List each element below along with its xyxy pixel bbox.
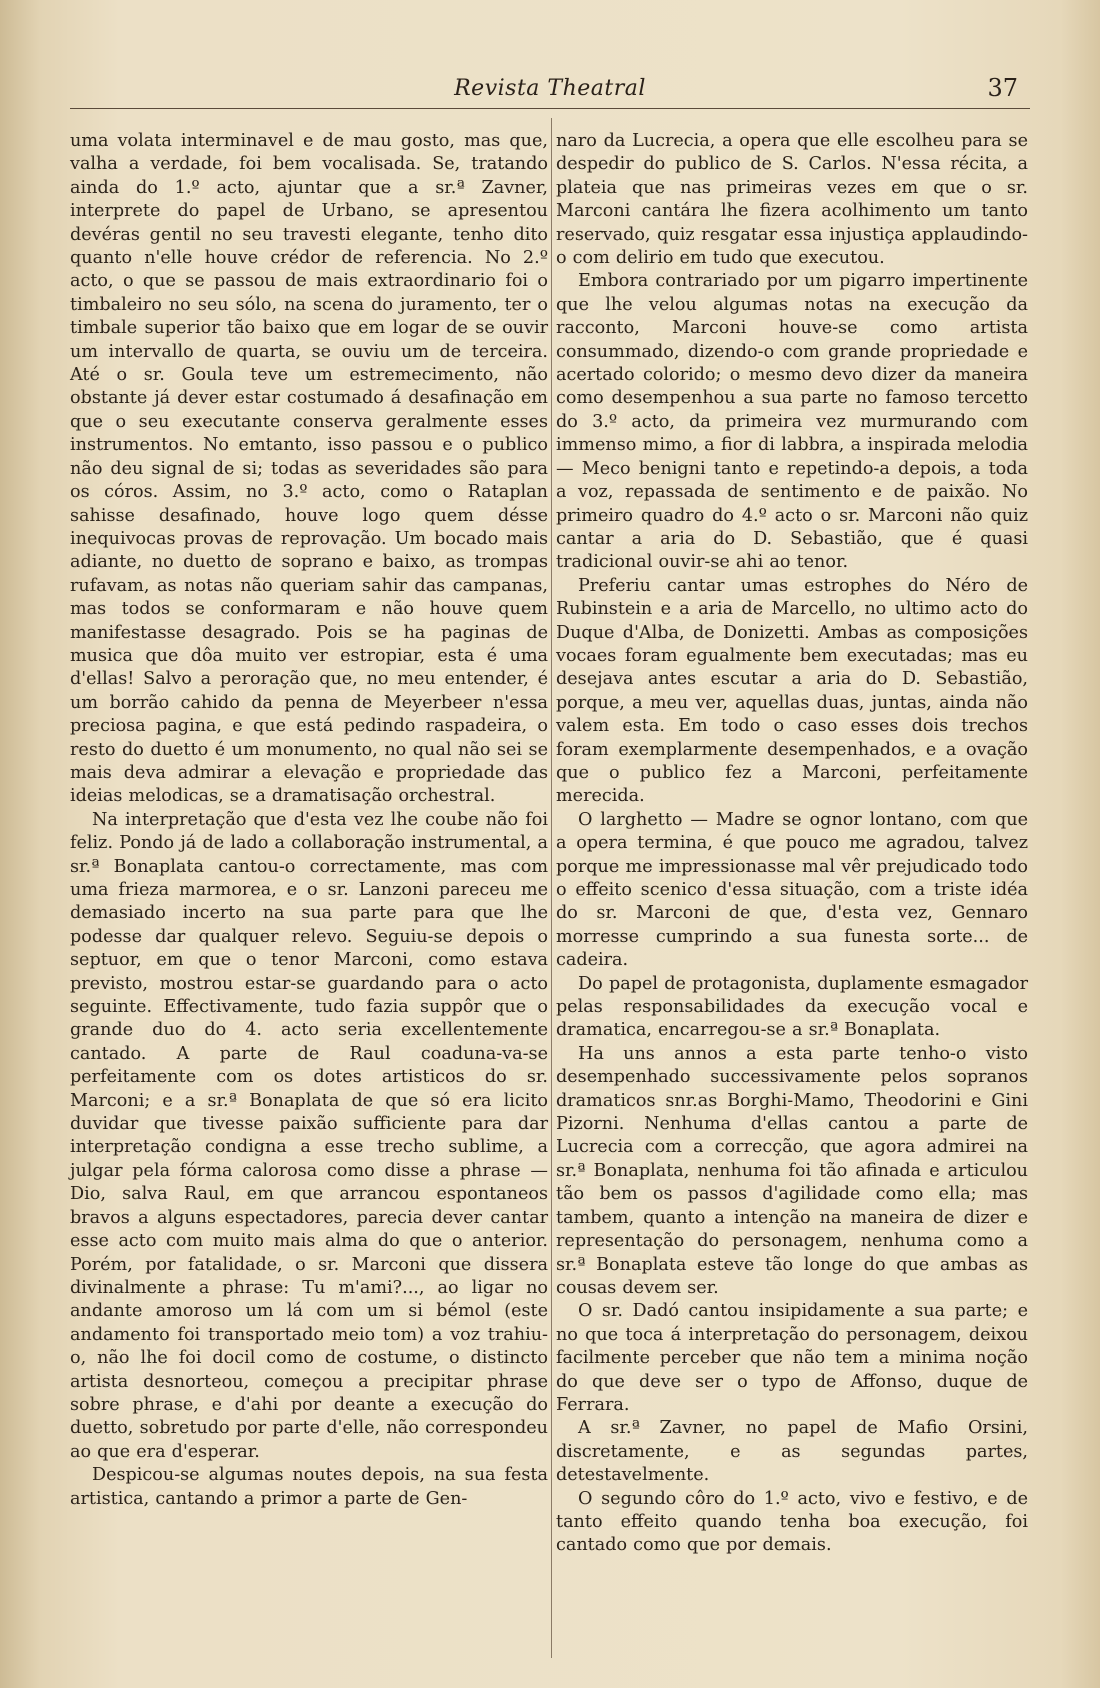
- paragraph: O sr. Dadó cantou insipidamente a sua parte; e no que toca á interpretação do personagem, deixou facilmente perceber que não tem a minima noção do que deve ser o typo de Affonso, duque de Ferrara.: [556, 1301, 1028, 1415]
- page-header: [70, 74, 1030, 109]
- running-title: Revista Theatral: [454, 76, 646, 101]
- paragraph: Ha uns annos a esta parte tenho-o visto desempenhado successivamente pelos sopranos dramaticos snr.as Borghi-Mamo, Theodorini e Gini Pizorni. Nenhuma d'ellas cantou a parte de Lucrecia com a correcção, que agora admirei na sr.ª Bonaplata, nenhuma foi tão afinada e articulou tão bem os passos d'agilidade como ella; mas tambem, quanto a intenção na maneira de dizer e representação do personagem, nenhuma como a sr.ª Bonaplata esteve tão longe do que ambas as cousas devem ser.: [556, 1043, 1028, 1298]
- paragraph: O segundo côro do 1.º acto, vivo e festivo, e de tanto effeito quando tenha boa execução, foi cantado como que por demais.: [556, 1488, 1028, 1556]
- right-column: [556, 130, 1028, 1558]
- paragraph: uma volata interminavel e de mau gosto, mas que, valha a verdade, foi bem vocalisada. Se, tratando ainda do 1.º acto, ajuntar que a sr.ª Zavner, interprete do papel de Urbano, se apresentou devéras gentil no seu travesti elegante, tenho dito quanto n'elle houve crédor de referencia. No 2.º acto, o que se passou de mais extraordinario foi o timbaleiro no seu sólo, na scena do juramento, ter o timbale superior tão baixo que em logar de se ouvir um intervallo de quarta, se ouviu um de terceira. Até o sr. Goula teve um estremecimento, não obstante já dever estar costumado á desafinação em que o seu executante conserva geralmente esses instrumentos. No emtanto, isso passou e o publico não deu signal de si; todas as severidades são para os córos. Assim, no 3.º acto, como o Rataplan sahisse desafinado, houve logo quem désse inequivocas provas de reprovação. Um bocado mais adiante, no duetto de soprano e baixo, as trompas rufavam, as notas não queriam sahir das campanas, mas todos se conformaram e não houve quem manifestasse desagrado. Pois se ha paginas de musica que dôa muito ver estropiar, esta é uma d'ellas! Salvo a peroração que, no meu entender, é um borrão cahido da penna de Meyerbeer n'essa preciosa pagina, e que está pedindo raspadeira, o resto do duetto é um monumento, no qual não sei se mais deva admirar a elevação e propriedade das ideias melodicas, se a dramatisação orchestral.: [70, 131, 548, 807]
- paragraph: naro da Lucrecia, a opera que elle escolheu para se despedir do publico de S. Carlos. N'essa récita, a plateia que nas primeiras vezes em que o sr. Marconi cantára lhe fizera acolhimento um tanto reservado, quiz resgatar essa injustiça applaudindo-o com delirio em tudo que executou.: [556, 131, 1028, 269]
- paragraph: Do papel de protagonista, duplamente esmagador pelas responsabilidades da execução vocal e dramatica, encarregou-se a sr.ª Bonaplata.: [556, 973, 1028, 1041]
- paragraph: Na interpretação que d'esta vez lhe coube não foi feliz. Pondo já de lado a collaboração instrumental, a sr.ª Bonaplata cantou-o correctamente, mas com uma frieza marmorea, e o sr. Lanzoni pareceu me demasiado incerto na sua parte para que lhe podesse dar qualquer relevo. Seguiu-se depois o septuor, em que o tenor Marconi, como estava previsto, mostrou estar-se guardando para o acto seguinte. Effectivamente, tudo fazia suppôr que o grande duo do 4. acto seria excellentemente cantado. A parte de Raul coaduna-va-se perfeitamente com os dotes artisticos do sr. Marconi; e a sr.ª Bonaplata de que só era licito duvidar que tivesse paixão sufficiente para dar interpretação condigna a esse trecho sublime, a julgar pela fórma calorosa como disse a phrase — Dio, salva Raul, em que arrancou espontaneos bravos a alguns espectadores, parecia dever cantar esse acto com muito mais alma do que o anterior. Porém, por fatalidade, o sr. Marconi que dissera divinalmente a phrase: Tu m'ami?..., ao ligar no andante amoroso um lá com um si bémol (este andamento foi transportado meio tom) a voz trahiu-o, não lhe foi docil como de costume, o distincto artista desnorteou, começou a precipitar phrase sobre phrase, e d'ahi por deante a execução do duetto, sobretudo por parte d'elle, não correspondeu ao que era d'esperar.: [70, 809, 548, 1462]
- paragraph: O larghetto — Madre se ognor lontano, com que a opera termina, é que pouco me agradou, talvez porque me impressionasse mal vêr prejudicado todo o effeito scenico d'essa situação, com a triste idéa do sr. Marconi de que, d'esta vez, Gennaro morresse cumprindo a sua funesta sorte... de cadeira.: [556, 809, 1028, 971]
- paragraph: Preferiu cantar umas estrophes do Néro de Rubinstein e a aria de Marcello, no ultimo acto do Duque d'Alba, de Donizetti. Ambas as composições vocaes foram egualmente bem executadas; mas eu desejava antes escutar a aria do D. Sebastião, porque, a meu ver, aquellas duas, juntas, ainda não valem esta. Em todo o caso esses dois trechos foram exemplarmente desempenhados, e a ovação que o publico fez a Marconi, perfeitamente merecida.: [556, 575, 1028, 807]
- column-divider: [551, 118, 552, 1658]
- paragraph: Despicou-se algumas noutes depois, na sua festa artistica, cantando a primor a parte de Gen-: [70, 1465, 548, 1509]
- paragraph: Embora contrariado por um pigarro impertinente que lhe velou algumas notas na execução da racconto, Marconi houve-se como artista consummado, dizendo-o com grande propriedade e acertado colorido; o mesmo devo dizer da maneira como desempenhou a sua parte no famoso tercetto do 3.º acto, da primeira vez murmurando com immenso mimo, a fior di labbra, a inspirada melodia — Meco benigni tanto e repetindo-a depois, a toda a voz, repassada de sentimento e de paixão. No primeiro quadro do 4.º acto o sr. Marconi não quiz cantar a aria do D. Sebastião, que é quasi tradicional ouvir-se ahi ao tenor.: [556, 271, 1028, 573]
- paragraph: A sr.ª Zavner, no papel de Mafio Orsini, discretamente, e as segundas partes, detestavelmente.: [556, 1418, 1028, 1486]
- left-column: [70, 130, 548, 1511]
- page-number: 37: [987, 74, 1018, 102]
